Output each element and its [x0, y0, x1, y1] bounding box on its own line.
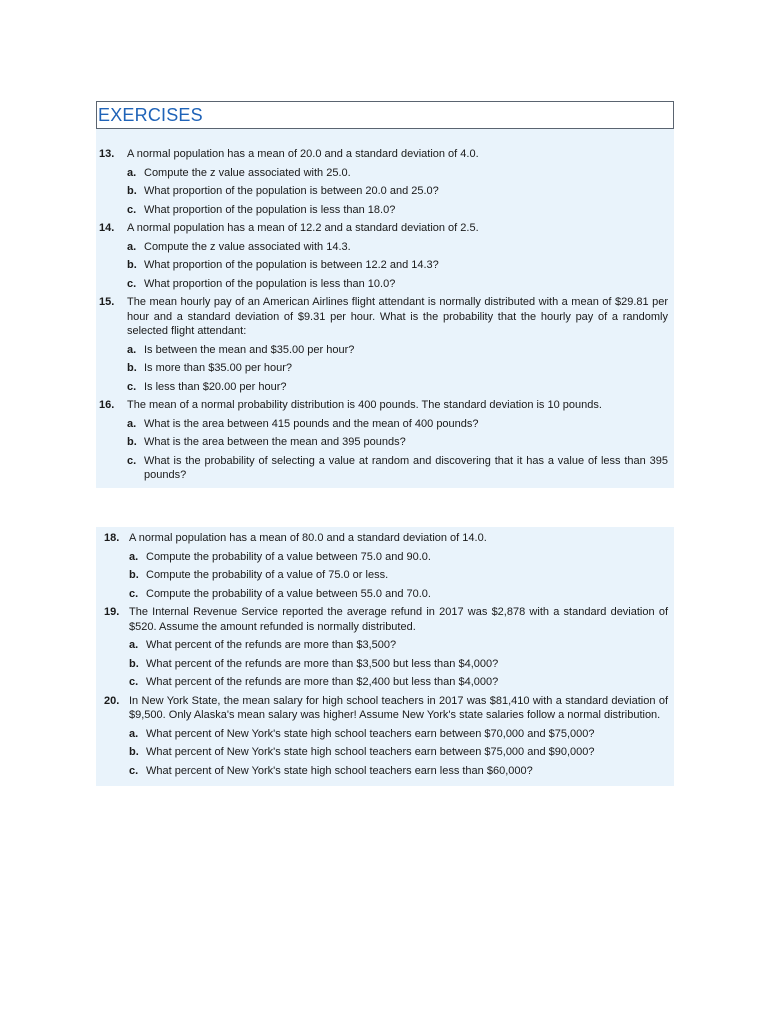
exercise-parts	[129, 727, 674, 779]
part-text: Compute the z value associated with 14.3.	[144, 240, 351, 253]
exercise-text: The mean of a normal probability distribution is 400 pounds. The standard deviation is 10 pounds.	[127, 399, 602, 411]
exercise-number: 20.	[104, 694, 120, 707]
part-text: What percent of New York's state high school teachers earn less than $60,000?	[146, 764, 533, 777]
part-text: What percent of the refunds are more than $2,400 but less than $4,000?	[146, 676, 499, 688]
exercise-list-1	[96, 147, 674, 487]
exercise-part	[127, 435, 674, 450]
exercise-part	[129, 587, 674, 602]
exercise-part	[129, 638, 674, 653]
section-header	[96, 101, 674, 129]
section-title: EXERCISES	[98, 105, 203, 125]
part-letter: c.	[129, 587, 139, 600]
exercise-text: The mean hourly pay of an American Airlines flight attendant is normally distributed with a mean of $29.81 per hour and a standard deviation of $9.31 per hour. What is the probability that the hourly pay of a randomly selected flight attendant:	[127, 296, 668, 337]
exercise-part	[129, 675, 674, 690]
exercise-item	[96, 295, 674, 394]
exercise-number: 14.	[99, 222, 115, 234]
part-text: What proportion of the population is less than 18.0?	[144, 203, 396, 216]
exercise-part	[127, 361, 674, 376]
exercise-parts	[129, 550, 674, 602]
exercise-number: 13.	[99, 148, 115, 160]
part-letter: c.	[129, 676, 139, 688]
part-letter: c.	[127, 277, 137, 290]
part-text: Compute the probability of a value between 75.0 and 90.0.	[146, 550, 431, 563]
exercise-text: A normal population has a mean of 12.2 and a standard deviation of 2.5.	[127, 222, 479, 234]
part-letter: a.	[127, 343, 137, 356]
exercise-item	[96, 694, 674, 779]
part-letter: a.	[127, 240, 137, 253]
exercise-parts	[127, 240, 674, 292]
part-letter: a.	[127, 166, 137, 179]
part-text: What proportion of the population is between 12.2 and 14.3?	[144, 259, 439, 271]
exercise-part	[129, 764, 674, 779]
exercise-part	[129, 745, 674, 760]
exercise-parts	[127, 166, 674, 218]
exercise-parts	[127, 417, 674, 483]
exercise-parts	[127, 343, 674, 395]
exercise-part	[127, 277, 674, 292]
exercise-part	[127, 184, 674, 199]
exercise-part	[129, 568, 674, 583]
exercise-panel-1	[96, 101, 674, 488]
exercise-list-2	[96, 531, 674, 782]
exercise-part	[127, 258, 674, 273]
part-text: Is more than $35.00 per hour?	[144, 362, 292, 374]
part-letter: c.	[127, 380, 137, 393]
exercise-part	[127, 240, 674, 255]
exercise-part	[127, 454, 674, 483]
part-text: What percent of New York's state high school teachers earn between $75,000 and $90,000?	[146, 746, 595, 758]
part-text: What is the probability of selecting a value at random and discovering that it has a value of less than 395 pounds?	[144, 454, 668, 481]
exercise-part	[127, 417, 674, 432]
part-letter: b.	[129, 657, 139, 670]
exercise-part	[127, 380, 674, 395]
exercise-number: 16.	[99, 399, 115, 411]
part-text: Is between the mean and $35.00 per hour?	[144, 343, 355, 356]
exercise-part	[129, 727, 674, 742]
part-letter: b.	[127, 436, 137, 448]
part-text: What is the area between the mean and 395 pounds?	[144, 436, 406, 448]
exercise-panel-2	[96, 527, 674, 786]
part-text: What percent of the refunds are more than $3,500?	[146, 639, 397, 651]
part-letter: b.	[129, 569, 139, 581]
exercise-text: A normal population has a mean of 20.0 and a standard deviation of 4.0.	[127, 148, 479, 160]
part-letter: a.	[129, 550, 139, 563]
exercise-item	[96, 147, 674, 217]
exercise-text: The Internal Revenue Service reported the average refund in 2017 was $2,878 with a standard deviation of $520. Assume the amount refunded is normally distributed.	[129, 606, 668, 633]
part-letter: a.	[129, 639, 139, 651]
exercise-text: A normal population has a mean of 80.0 and a standard deviation of 14.0.	[129, 532, 487, 544]
part-letter: c.	[127, 203, 137, 216]
part-letter: c.	[127, 454, 137, 467]
part-letter: b.	[127, 185, 137, 197]
exercise-text: In New York State, the mean salary for high school teachers in 2017 was $81,410 with a standard deviation of $9,500. Only Alaska's mean salary was higher! Assume New York's state salaries follow a normal distribution.	[129, 694, 668, 721]
exercise-number: 19.	[104, 606, 120, 618]
exercise-item	[96, 605, 674, 690]
exercise-item	[96, 221, 674, 291]
part-text: What is the area between 415 pounds and the mean of 400 pounds?	[144, 417, 479, 430]
part-text: Is less than $20.00 per hour?	[144, 380, 287, 393]
exercise-part	[127, 166, 674, 181]
part-letter: a.	[127, 417, 137, 430]
part-letter: a.	[129, 727, 139, 740]
exercise-part	[129, 657, 674, 672]
exercise-number: 18.	[104, 532, 120, 544]
part-text: What percent of the refunds are more than $3,500 but less than $4,000?	[146, 657, 499, 670]
part-text: Compute the z value associated with 25.0.	[144, 166, 351, 179]
exercise-part	[129, 550, 674, 565]
exercise-part	[127, 343, 674, 358]
part-text: Compute the probability of a value of 75.0 or less.	[146, 569, 389, 581]
part-text: What percent of New York's state high school teachers earn between $70,000 and $75,000?	[146, 727, 595, 740]
exercise-parts	[129, 638, 674, 690]
exercise-item	[96, 531, 674, 601]
exercise-number: 15.	[99, 296, 115, 308]
part-text: What proportion of the population is less than 10.0?	[144, 277, 396, 290]
part-text: What proportion of the population is between 20.0 and 25.0?	[144, 185, 439, 197]
part-letter: c.	[129, 764, 139, 777]
exercise-item	[96, 398, 674, 483]
part-letter: b.	[127, 362, 137, 374]
part-text: Compute the probability of a value between 55.0 and 70.0.	[146, 587, 431, 600]
part-letter: b.	[127, 259, 137, 271]
part-letter: b.	[129, 746, 139, 758]
exercise-part	[127, 203, 674, 218]
